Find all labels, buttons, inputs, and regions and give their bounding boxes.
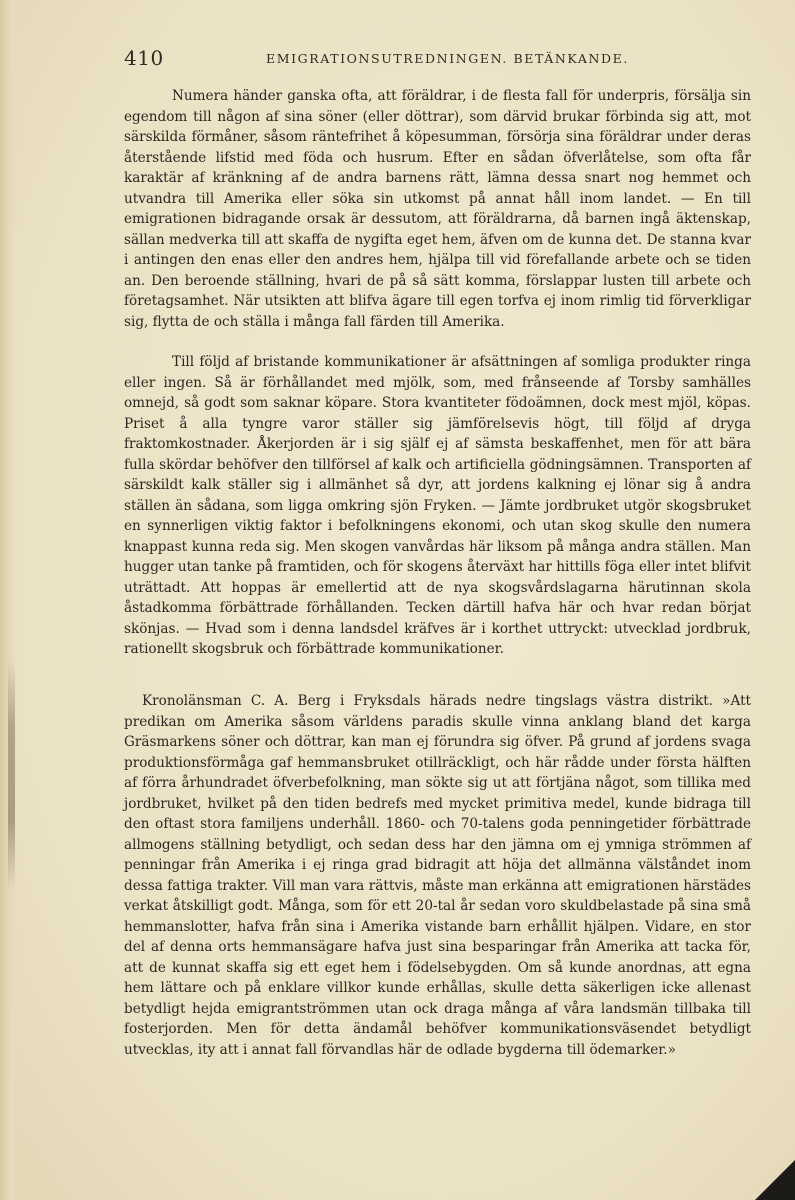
margin-stain	[8, 660, 15, 890]
page-number: 410	[124, 46, 164, 70]
paragraph-1: Numera händer ganska ofta, att föräldrar, i de flesta fall för underpris, försälja sin egendom till någon af sina söner (eller döttrar), som därvid brukar förbinda sig att, mot särskilda förmåner, såsom räntefrihet å köpesumman, försörja sina föräldrar under deras återstående lifstid med föda och husrum. Efter en sådan öfverlåtelse, som ofta får karaktär af kränkning af de andra barnens rätt, lämna dessa snart nog hemmet och utvandra till Amerika eller söka sin utkomst på annat håll inom landet. — En till emigrationen bidragande orsak är dessutom, att föräldrarna, då barnen ingå äktenskap, sällan medverka till att skaffa de nygifta eget hem, äfven om de kunna det. De stanna kvar i antingen den enas eller den andres hem, hjälpa till vid förefallande arbete och se tiden an. Den beroende ställning, hvari de på så sätt komma, förslappar lusten till arbete och företagsamhet. När utsikten att blifva ägare till egen torfva ej inom rimlig tid förverkligar sig, flytta de och ställa i många fall färden till Amerika.	[124, 88, 751, 330]
paragraph-2: Till följd af bristande kommunikationer är afsättningen af somliga produkter ringa eller ingen. Så är förhållandet med mjölk, som, med frånseende af Torsby samhälles omnejd, så godt som saknar köpare. Stora kvantiteter födoämnen, dock mest mjöl, köpas. Priset å alla tyngre varor ställer sig jämförelsevis högt, till följd af dryga fraktomkostnader. Åkerjorden är i sig själf ej af sämsta beskaffenhet, men för att bära fulla skördar behöfver den tillförsel af kalk och artificiella gödningsämnen. Transporten af särskildt kalk ställer sig i allmänhet så dyr, att jordens kalkning ej lönar sig å andra ställen än sådana, som ligga omkring sjön Fryken. — Jämte jordbruket utgör skogsbruket en synnerligen viktig faktor i befolkningens ekonomi, och utan skog skulle den numera knappast kunna reda sig. Men skogen vanvårdas här liksom på många andra ställen. Man hugger utan tanke på framtiden, och för skogens återväxt har hittills föga eller intet blifvit uträttadt. Att hoppas är emellertid att de nya skogsvårdslagarna härutinnan skola åstadkomma förbättrade förhållanden. Tecken därtill hafva här och hvar redan börjat skönjas. — Hvad som i denna landsdel kräfves är i korthet uttryckt: utvecklad jordbruk, rationellt skogsbruk och förbättrade kommunikationer.	[124, 354, 751, 657]
page-header	[124, 46, 755, 72]
paragraph-3: Kronolänsman C. A. Berg i Fryksdals härads nedre tingslags västra distrikt. »Att predikan om Amerika såsom världens paradis skulle vinna anklang bland det karga Gräsmarkens söner och döttrar, kan man ej förundra sig öfver. På grund af jordens svaga produktionsförmåga gaf hemmansbruket otillräckligt, och här rådde under första hälften af förra århundradet öfverbefolkning, man sökte sig ut att förtjäna något, som tillika med jordbruket, hvilket på den tiden bedrefs med mycket primitiva medel, kunde bidraga till den oftast stora familjens underhåll. 1860- och 70-talens goda penningetider förbättrade allmogens ställning betydligt, och sedan dess har den jämna om ej ymniga strömmen af penningar från Amerika i ej ringa grad bidragit att höja det allmänna välståndet inom dessa fattiga trakter. Vill man vara rättvis, måste man erkänna att emigrationen härstädes verkat åtskilligt godt. Många, som för ett 20-tal år sedan voro skuldbelastade på sina små hemmanslotter, hafva från sina i Amerika vistande barn erhållit hjälpen. Vidare, en stor del af denna orts hemmansägare hafva just sina besparingar från Amerika att tacka för, att de kunnat skaffa sig ett eget hem i födelsebygden. Om så kunde anordnas, att egna hem lättare och på enklare villkor kunde erhållas, skulle detta säkerligen icke allenast betydligt hejda emigrantströmmen utan ock draga många af våra landsmän tillbaka till fosterjorden. Men för detta ändamål behöfver kommunikationsväsendet betydligt utvecklas, ity att i annat fall förvandlas här de odlade bygderna till ödemarker.»	[124, 693, 751, 1058]
running-head: EMIGRATIONSUTREDNINGEN. BETÄNKANDE.	[266, 51, 629, 66]
binding-gutter	[0, 0, 18, 1200]
torn-corner	[755, 1160, 795, 1200]
